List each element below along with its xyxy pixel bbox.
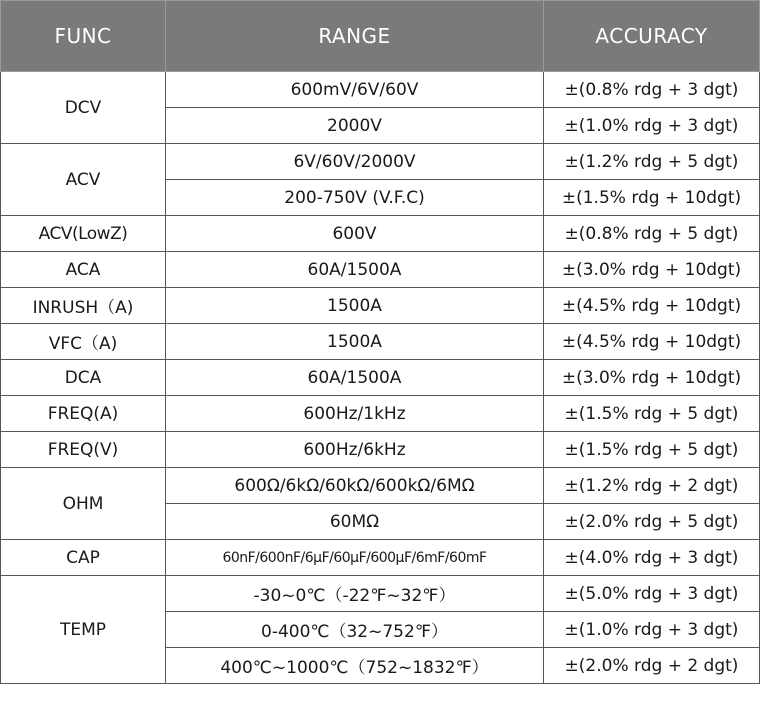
range-cell: 60MΩ bbox=[166, 504, 544, 540]
func-cell-dcv: DCV bbox=[1, 72, 166, 144]
table-row bbox=[1, 432, 760, 468]
table-row bbox=[1, 396, 760, 432]
accuracy-cell: ±(1.5% rdg + 5 dgt) bbox=[544, 396, 760, 432]
accuracy-cell: ±(1.2% rdg + 2 dgt) bbox=[544, 468, 760, 504]
accuracy-cell: ±(1.5% rdg + 10dgt) bbox=[544, 180, 760, 216]
range-cell: 1500A bbox=[166, 288, 544, 324]
table-row bbox=[1, 576, 760, 612]
range-cell: 600V bbox=[166, 216, 544, 252]
range-cell: 600Ω/6kΩ/60kΩ/600kΩ/6MΩ bbox=[166, 468, 544, 504]
func-cell-cap: CAP bbox=[1, 540, 166, 576]
range-cell: 60A/1500A bbox=[166, 252, 544, 288]
func-cell-dca: DCA bbox=[1, 360, 166, 396]
func-cell-ohm: OHM bbox=[1, 468, 166, 540]
func-cell-temp: TEMP bbox=[1, 576, 166, 684]
header-row bbox=[1, 1, 760, 72]
table-row bbox=[1, 72, 760, 108]
accuracy-cell: ±(4.5% rdg + 10dgt) bbox=[544, 324, 760, 360]
header-accuracy: ACCURACY bbox=[544, 1, 760, 72]
func-cell-inrush: INRUSH（A) bbox=[1, 288, 166, 324]
func-cell-acv-lowz: ACV(LowZ) bbox=[1, 216, 166, 252]
accuracy-cell: ±(4.5% rdg + 10dgt) bbox=[544, 288, 760, 324]
func-cell-acv: ACV bbox=[1, 144, 166, 216]
table-row bbox=[1, 360, 760, 396]
range-cell: 60nF/600nF/6μF/60μF/600μF/6mF/60mF bbox=[166, 540, 544, 576]
func-cell-aca: ACA bbox=[1, 252, 166, 288]
accuracy-cell: ±(3.0% rdg + 10dgt) bbox=[544, 360, 760, 396]
range-cell: 2000V bbox=[166, 108, 544, 144]
range-cell: 0-400℃（32~752℉） bbox=[166, 612, 544, 648]
accuracy-cell: ±(1.0% rdg + 3 dgt) bbox=[544, 612, 760, 648]
accuracy-cell: ±(2.0% rdg + 5 dgt) bbox=[544, 504, 760, 540]
table-row bbox=[1, 324, 760, 360]
table-row bbox=[1, 144, 760, 180]
header-func: FUNC bbox=[1, 1, 166, 72]
table-row bbox=[1, 216, 760, 252]
table-row bbox=[1, 540, 760, 576]
accuracy-cell: ±(4.0% rdg + 3 dgt) bbox=[544, 540, 760, 576]
range-cell: 60A/1500A bbox=[166, 360, 544, 396]
func-cell-freq-v: FREQ(V) bbox=[1, 432, 166, 468]
range-cell: 1500A bbox=[166, 324, 544, 360]
table-row bbox=[1, 468, 760, 504]
func-cell-vfc: VFC（A) bbox=[1, 324, 166, 360]
range-cell: 400℃~1000℃（752~1832℉） bbox=[166, 648, 544, 684]
range-cell: -30~0℃（-22℉~32℉） bbox=[166, 576, 544, 612]
accuracy-cell: ±(5.0% rdg + 3 dgt) bbox=[544, 576, 760, 612]
range-cell: 6V/60V/2000V bbox=[166, 144, 544, 180]
header-range: RANGE bbox=[166, 1, 544, 72]
accuracy-cell: ±(1.5% rdg + 5 dgt) bbox=[544, 432, 760, 468]
range-cell: 600Hz/6kHz bbox=[166, 432, 544, 468]
range-cell: 600mV/6V/60V bbox=[166, 72, 544, 108]
accuracy-cell: ±(1.2% rdg + 5 dgt) bbox=[544, 144, 760, 180]
range-cell: 600Hz/1kHz bbox=[166, 396, 544, 432]
accuracy-cell: ±(1.0% rdg + 3 dgt) bbox=[544, 108, 760, 144]
accuracy-cell: ±(0.8% rdg + 5 dgt) bbox=[544, 216, 760, 252]
accuracy-cell: ±(0.8% rdg + 3 dgt) bbox=[544, 72, 760, 108]
table-row bbox=[1, 252, 760, 288]
table-row bbox=[1, 288, 760, 324]
accuracy-cell: ±(2.0% rdg + 2 dgt) bbox=[544, 648, 760, 684]
func-cell-freq-a: FREQ(A) bbox=[1, 396, 166, 432]
range-cell: 200-750V (V.F.C) bbox=[166, 180, 544, 216]
accuracy-cell: ±(3.0% rdg + 10dgt) bbox=[544, 252, 760, 288]
